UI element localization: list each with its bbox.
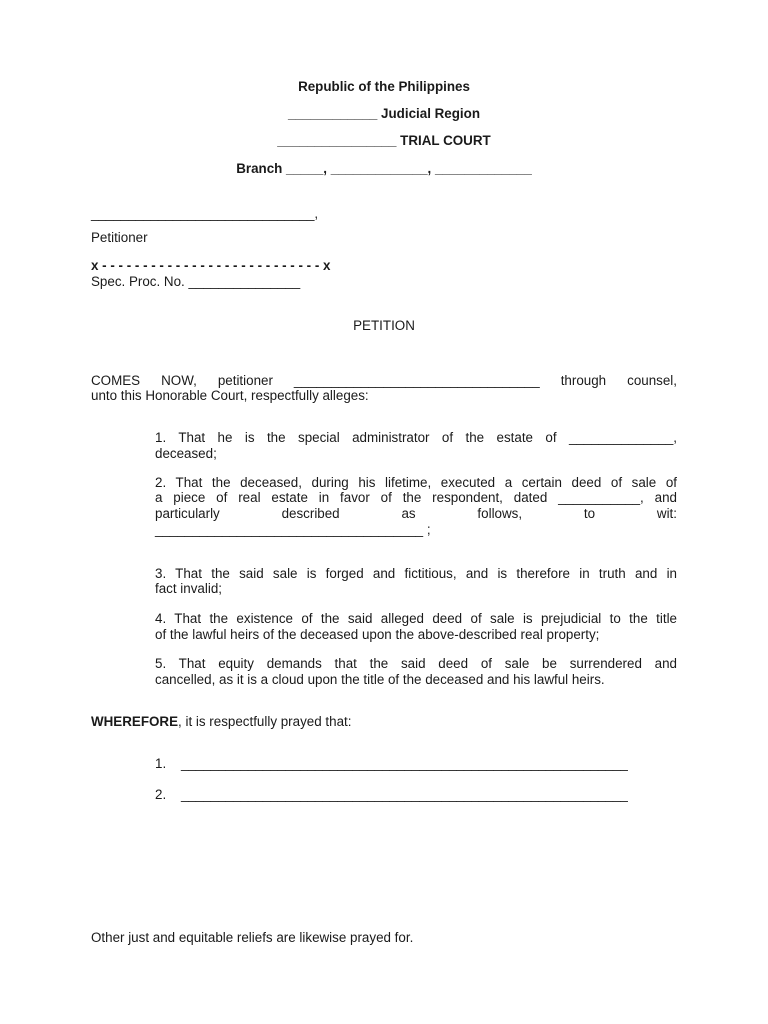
prayer-item-1-blank: ____________________________________________________________ (181, 756, 628, 771)
allegation-5-line-1: 5. That equity demands that the said deed of sale be surrendered and (155, 656, 677, 671)
header-republic: Republic of the Philippines (298, 79, 470, 94)
allegation-1-line-1: 1. That he is the special administrator of the estate of ______________, (155, 430, 677, 445)
spec-proc-number: Spec. Proc. No. _______________ (91, 274, 301, 289)
prayer-item-2-blank: ____________________________________________________________ (181, 787, 628, 802)
allegation-2-line-2: a piece of real estate in favor of the respondent, dated ___________, and (155, 490, 677, 505)
document-title: PETITION (353, 318, 415, 333)
header-trial-court: ________________ TRIAL COURT (277, 133, 491, 148)
prayer-item-2-number: 2. (155, 787, 167, 802)
allegation-1-line-2: deceased; (155, 446, 217, 461)
allegation-2-line-1: 2. That the deceased, during his lifetime, executed a certain deed of sale of (155, 475, 677, 490)
allegation-4-line-2: of the lawful heirs of the deceased upon the above-described real property; (155, 627, 600, 642)
wherefore-clause (91, 714, 351, 730)
petitioner-label: Petitioner (91, 230, 148, 245)
wherefore-keyword: WHEREFORE (91, 714, 179, 729)
header-judicial-region: ____________ Judicial Region (287, 106, 481, 121)
intro-line-2: unto this Honorable Court, respectfully alleges: (91, 388, 369, 403)
caption-separator: x - - - - - - - - - - - - - - - - - - - - - - - - - - - x (91, 258, 331, 273)
closing-statement: Other just and equitable reliefs are likewise prayed for. (91, 930, 414, 945)
wherefore-text: , it is respectfully prayed that: (178, 714, 352, 729)
petitioner-name-blank: ______________________________, (91, 206, 319, 221)
allegation-3-line-1: 3. That the said sale is forged and fictitious, and is therefore in truth and in (155, 566, 677, 581)
allegation-2-line-3: particularly described as follows, to wit: (155, 506, 677, 521)
allegation-4-line-1: 4. That the existence of the said alleged deed of sale is prejudicial to the title (155, 611, 677, 626)
allegation-3-line-2: fact invalid; (155, 581, 222, 596)
header-branch: Branch _____, _____________, _____________ (236, 161, 532, 176)
intro-line-1: COMES NOW, petitioner _________________________________ through counsel, (91, 373, 677, 388)
allegation-5-line-2: cancelled, as it is a cloud upon the title of the deceased and his lawful heirs. (155, 672, 605, 687)
prayer-item-1-number: 1. (155, 756, 167, 771)
allegation-2-line-4: ____________________________________ ; (155, 522, 431, 537)
